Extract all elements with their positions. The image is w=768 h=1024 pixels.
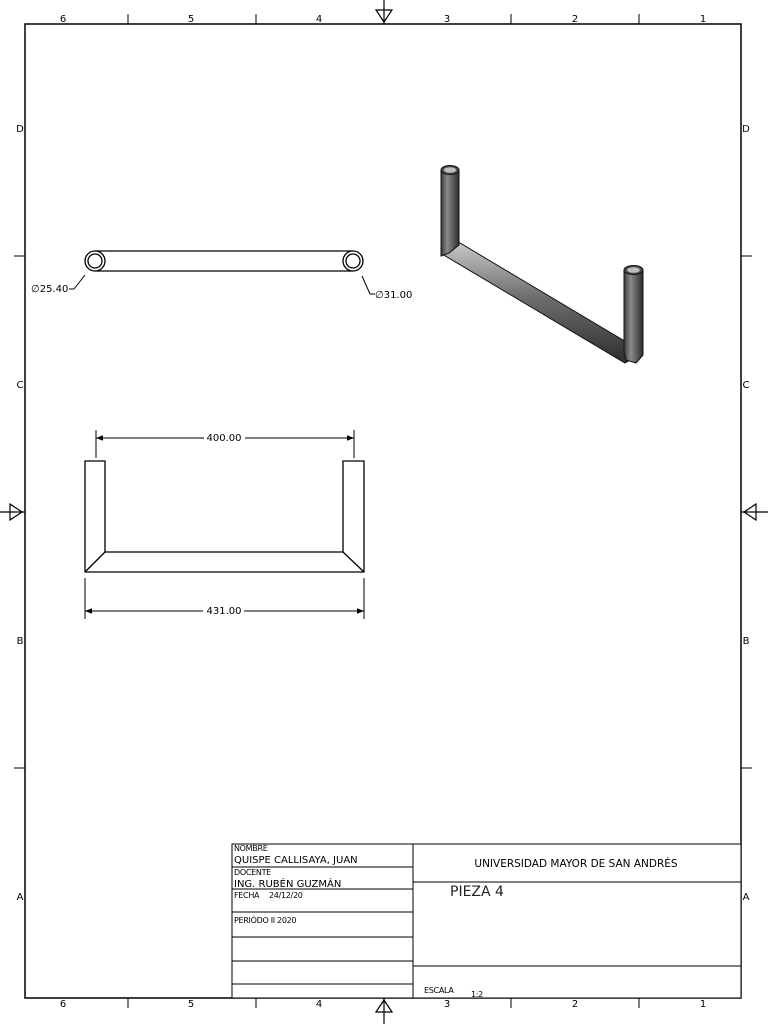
zone-row-right: A — [742, 892, 750, 903]
front-view — [85, 461, 364, 572]
isometric-view — [441, 166, 643, 364]
university-name: UNIVERSIDAD MAYOR DE SAN ANDRÉS — [474, 858, 678, 870]
periodo-label: PERIÓDO II 2020 — [234, 916, 297, 925]
top-view — [69, 251, 375, 294]
zone-col-bottom: 3 — [443, 999, 451, 1010]
zone-col-bottom: 1 — [699, 999, 707, 1010]
zone-col-top: 1 — [699, 14, 707, 25]
outer-diameter-label: ∅25.40 — [31, 284, 69, 295]
nombre-label: NOMBRE — [234, 844, 268, 853]
zone-col-top: 2 — [571, 14, 579, 25]
zone-row-right: B — [742, 636, 750, 647]
zone-row-right: D — [742, 124, 750, 135]
zone-col-bottom: 2 — [571, 999, 579, 1010]
zone-col-bottom: 4 — [315, 999, 323, 1010]
fecha-label: FECHA — [234, 891, 260, 900]
zone-col-top: 4 — [315, 14, 323, 25]
zone-row-right: C — [742, 380, 750, 391]
docente-label: DOCENTE — [234, 868, 271, 877]
docente-value: ING. RUBÉN GUZMÁN — [234, 879, 342, 890]
zone-col-top: 3 — [443, 14, 451, 25]
fecha-value: 24/12/20 — [269, 891, 303, 900]
zone-col-top: 5 — [187, 14, 195, 25]
escala-value: 1:2 — [471, 990, 483, 999]
zone-row-left: D — [16, 124, 24, 135]
inner-width-label: 400.00 — [206, 433, 242, 444]
part-title: PIEZA 4 — [450, 884, 504, 900]
zone-row-left: B — [16, 636, 24, 647]
escala-label: ESCALA — [424, 986, 454, 995]
overall-width-label: 431.00 — [206, 606, 242, 617]
zone-col-bottom: 6 — [59, 999, 67, 1010]
zone-col-bottom: 5 — [187, 999, 195, 1010]
zone-row-left: C — [16, 380, 24, 391]
zone-row-left: A — [16, 892, 24, 903]
zone-col-top: 6 — [59, 14, 67, 25]
inner-diameter-label: ∅31.00 — [375, 290, 413, 301]
nombre-value: QUISPE CALLISAYA, JUAN — [234, 855, 358, 866]
